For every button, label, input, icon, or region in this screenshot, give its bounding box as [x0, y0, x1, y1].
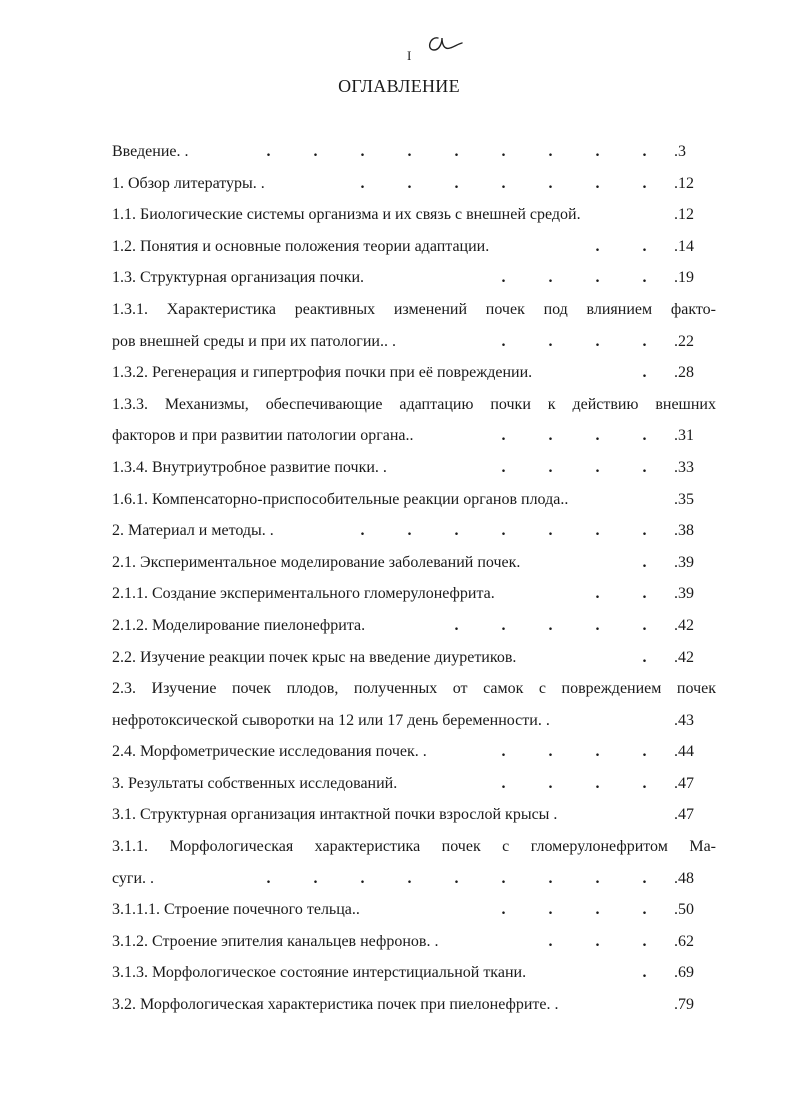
toc-entry-title: 1.3.2. Регенерация и гипертрофия почки при её повреждении.: [112, 364, 533, 382]
toc-page-number: .47: [674, 806, 694, 824]
toc-dot-leader: . . . . .: [454, 616, 647, 634]
toc-entry: [112, 326, 716, 358]
toc-page-number: .12: [674, 206, 694, 224]
toc-entry-title: 1.3.1. Характеристика реактивных изменений почек под влиянием факто-: [112, 300, 716, 318]
toc-entry-title: ров внешней среды и при их патологии.. .: [112, 332, 396, 350]
toc-entry-title: 2.1.1. Создание экспериментального гломерулонефрита.: [112, 585, 495, 603]
toc-page-number: .33: [674, 458, 694, 476]
toc-entry-title: 1.2. Понятия и основные положения теории адаптации.: [112, 237, 490, 255]
toc-page-number: .3: [674, 143, 686, 160]
toc-entry: [112, 831, 716, 863]
toc-entry: [112, 610, 716, 642]
toc-dot-leader: . .: [595, 237, 647, 255]
toc-dot-leader: . . . .: [501, 332, 647, 350]
toc-entry: [112, 452, 716, 484]
toc-entry-title: 3.1.1. Морфологическая характеристика почек с гломерулонефритом Ма-: [112, 838, 716, 856]
toc-page-number: .38: [674, 522, 694, 540]
toc-page-number: .43: [674, 711, 694, 729]
toc-entry-title: 1.3.3. Механизмы, обеспечивающие адаптацию почки к действию внешних: [112, 395, 716, 413]
toc-entry: [112, 357, 716, 389]
toc-entry: [112, 136, 716, 168]
toc-entry-title: 1. Обзор литературы. .: [112, 174, 265, 192]
toc-entry: [112, 736, 716, 768]
toc-entry: [112, 547, 716, 579]
toc-entry: [112, 705, 716, 737]
toc-entry: [112, 484, 716, 516]
toc-dot-leader: . . . .: [501, 901, 647, 919]
toc-entry-title: 2.4. Морфометрические исследования почек. .: [112, 743, 427, 761]
toc-entry-title: 2. Материал и методы. .: [112, 522, 274, 540]
toc-page-number: .69: [674, 964, 694, 982]
toc-page-number: .62: [674, 932, 694, 950]
toc-entry: [112, 578, 716, 610]
toc-page-number: .47: [674, 774, 694, 792]
toc-page-number: .14: [674, 237, 694, 255]
toc-dot-leader: . .: [595, 585, 647, 603]
toc-dot-leader: . . . . . . .: [360, 174, 647, 192]
table-of-contents: [112, 136, 716, 1021]
toc-page-number: .35: [674, 490, 694, 508]
toc-dot-leader: . . . .: [501, 743, 647, 761]
toc-entry: [112, 894, 716, 926]
page-title: ОГЛАВЛЕНИЕ: [338, 76, 460, 96]
toc-dot-leader: . . . . . . . . .: [266, 869, 647, 887]
toc-entry-title: 2.1.2. Моделирование пиелонефрита.: [112, 616, 366, 634]
toc-entry-title: 3.1.1.1. Строение почечного тельца..: [112, 901, 360, 919]
toc-entry-title: 2.2. Изучение реакции почек крыс на введение диуретиков.: [112, 648, 517, 666]
toc-dot-leader: .: [642, 553, 647, 571]
toc-page-number: .50: [674, 901, 694, 919]
toc-entry: [112, 231, 716, 263]
toc-entry: [112, 262, 716, 294]
toc-entry-title: факторов и при развитии патологии органа..: [112, 427, 414, 445]
toc-dot-leader: . . .: [548, 932, 647, 950]
toc-page-number: .48: [674, 869, 694, 887]
toc-dot-leader: .: [642, 964, 647, 982]
toc-page-number: .79: [674, 996, 694, 1014]
toc-entry: [112, 957, 716, 989]
toc-dot-leader: . . . . . . . . .: [266, 143, 647, 160]
toc-entry: [112, 642, 716, 674]
toc-dot-leader: . . . .: [501, 269, 647, 287]
toc-entry-title: 2.3. Изучение почек плодов, полученных от самок с повреждением почек: [112, 680, 716, 698]
toc-dot-leader: .: [642, 648, 647, 666]
toc-entry-title: 2.1. Экспериментальное моделирование заболеваний почек.: [112, 553, 521, 571]
toc-page-number: .19: [674, 269, 694, 287]
toc-entry-title: 3.1. Структурная организация интактной почки взрослой крысы .: [112, 806, 558, 824]
toc-entry-title: суги. .: [112, 869, 155, 887]
toc-dot-leader: .: [642, 364, 647, 382]
toc-entry: [112, 389, 716, 421]
toc-dot-leader: . . . . . . .: [360, 522, 647, 540]
toc-page-number: .31: [674, 427, 694, 445]
toc-entry-title: 3. Результаты собственных исследований.: [112, 774, 398, 792]
toc-entry-title: 3.1.3. Морфологическое состояние интерстициальной ткани.: [112, 964, 527, 982]
toc-entry: [112, 863, 716, 895]
toc-dot-leader: . . . .: [501, 427, 647, 445]
toc-entry: [112, 199, 716, 231]
toc-entry: [112, 673, 716, 705]
toc-entry-title: 1.3.4. Внутриутробное развитие почки. .: [112, 458, 387, 476]
toc-page-number: .44: [674, 743, 694, 761]
toc-page-number: .22: [674, 332, 694, 350]
handwritten-mark: [424, 28, 464, 58]
toc-dot-leader: . . . .: [501, 774, 647, 792]
toc-entry-title: 1.6.1. Компенсаторно-приспособительные реакции органов плода..: [112, 490, 569, 508]
toc-page-number: .42: [674, 648, 694, 666]
toc-entry-title: Введение. .: [112, 143, 189, 160]
toc-entry-title: 3.1.2. Строение эпителия канальцев нефронов. .: [112, 932, 439, 950]
toc-entry: [112, 294, 716, 326]
toc-page-number: .39: [674, 585, 694, 603]
toc-page-number: .39: [674, 553, 694, 571]
toc-dot-leader: . . . .: [501, 458, 647, 476]
toc-entry: [112, 515, 716, 547]
toc-page-number: .28: [674, 364, 694, 382]
toc-page-number: .12: [674, 174, 694, 192]
toc-entry: [112, 420, 716, 452]
toc-entry: [112, 768, 716, 800]
toc-entry: [112, 168, 716, 200]
toc-entry: [112, 799, 716, 831]
toc-entry-title: 3.2. Морфологическая характеристика почек при пиелонефрите. .: [112, 996, 559, 1014]
toc-entry-title: 1.1. Биологические системы организма и их связь с внешней средой.: [112, 206, 581, 224]
toc-entry: [112, 989, 716, 1021]
page-number: I: [407, 48, 412, 63]
toc-page-number: .42: [674, 616, 694, 634]
toc-entry-title: нефротоксической сыворотки на 12 или 17 день беременности. .: [112, 711, 550, 729]
toc-entry-title: 1.3. Структурная организация почки.: [112, 269, 365, 287]
toc-entry: [112, 926, 716, 958]
